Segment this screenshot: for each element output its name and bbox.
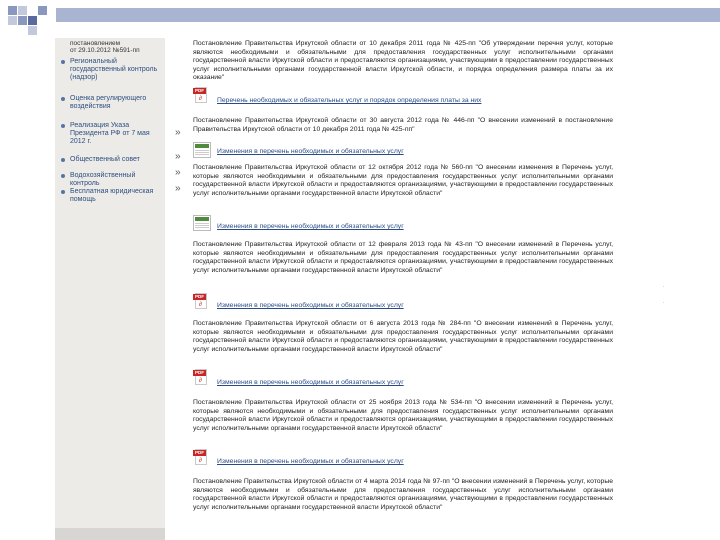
chevron-right-icon[interactable]: » <box>175 151 181 162</box>
square-decor <box>18 6 27 15</box>
document-description: Постановление Правительства Иркутской области от 10 декабря 2011 года № 425-пп "Об утверждении перечня услуг, которые являются необходимыми и обязательными для предоставления государственных услуг исполнительными органами государственной власти Иркутской области и предоставляются организациями, участвующими в предоставлении государственных услуг исполнительными органами государственной власти Иркутской области, и порядка определения размера платы за их оказание" <box>193 40 613 82</box>
sidebar-item-label: Водохозяйственный контроль <box>70 172 136 187</box>
document-description: Постановление Правительства Иркутской области от 30 августа 2012 года № 446-пп "О внесении изменений в постановление Правительства Иркутской области от 10 декабря 2011 года № 425-пп" <box>193 117 613 133</box>
sidebar-item-label: Реализация Указа Президента РФ от 7 мая 2012 г. <box>70 122 150 145</box>
bullet-icon <box>61 124 65 128</box>
document-link[interactable]: Изменения в перечень необходимых и обязательных услуг <box>217 458 404 465</box>
square-decor <box>18 16 27 25</box>
document-description: Постановление Правительства Иркутской области от 12 февраля 2013 года № 43-пп "О внесении изменений в Перечень услуг, которые являются необходимыми и обязательными для предоставления государственных услуг исполнительными органами государственной власти Иркутской области и предоставляются организациями, участвующими в предоставлении государственных услуг исполнительными органами государственной власти Иркутской области" <box>193 241 613 274</box>
document-link[interactable]: Изменения в перечень необходимых и обязательных услуг <box>217 302 404 309</box>
sidebar-item-label: Региональный государственный контроль (надзор) <box>70 58 158 81</box>
chevron-right-icon[interactable]: » <box>175 167 181 178</box>
document-description: Постановление Правительства Иркутской области от 4 марта 2014 года № 97-пп "О внесении изменений в Перечень услуг, которые являются необходимыми и обязательными для предоставления государственных услуг исполнительными органами государственной власти Иркутской области и предоставляются организациями, участвующими в предоставлении государственных услуг исполнительными органами государственной власти Иркутской области" <box>193 478 613 511</box>
document-link[interactable]: Изменения в перечень необходимых и обязательных услуг <box>217 223 404 230</box>
bullet-icon <box>61 174 65 178</box>
sidebar-text-line: от 29.10.2012 №591-пп <box>70 47 140 54</box>
document-icon[interactable] <box>193 142 211 158</box>
sidebar-footer <box>55 528 165 540</box>
sidebar-item-decree[interactable] <box>70 122 162 146</box>
chevron-right-icon[interactable]: » <box>175 183 181 194</box>
bullet-icon <box>61 158 65 162</box>
square-decor <box>8 16 17 25</box>
sidebar-item-label: Бесплатная юридическая помощь <box>70 188 154 203</box>
square-decor <box>8 6 17 15</box>
sidebar-item-label: Оценка регулирующего воздействия <box>70 95 147 110</box>
bullet-icon <box>61 190 65 194</box>
sidebar-item-council[interactable] <box>70 156 162 164</box>
pdf-icon[interactable]: PDF ∂ <box>193 368 209 386</box>
sidebar-text-line: постановлением <box>70 40 121 47</box>
pdf-icon[interactable]: PDF ∂ <box>193 292 209 310</box>
square-decor <box>28 26 37 35</box>
sidebar <box>55 38 165 540</box>
title-bar <box>56 8 720 22</box>
pdf-icon[interactable]: PDF ∂ <box>193 448 209 466</box>
chevron-right-icon[interactable]: » <box>175 127 181 138</box>
document-description: Постановление Правительства Иркутской области от 12 октября 2012 года № 560-пп "О внесении изменения в Перечень услуг, которые являются необходимыми и обязательными для предоставления государственных услуг исполнительными органами государственной власти Иркутской области и предоставляются организациями, участвующими в предоставлении государственных услуг исполнительными органами государственной власти Иркутской области" <box>193 164 613 197</box>
bullet-icon <box>61 97 65 101</box>
documents-list <box>193 38 613 540</box>
bullet-icon <box>61 60 65 64</box>
sidebar-item-control[interactable] <box>70 58 162 82</box>
sidebar-item-regulatory[interactable] <box>70 95 162 111</box>
document-link[interactable]: Перечень необходимых и обязательных услуг и порядок определения платы за них <box>217 97 482 104</box>
document-icon[interactable] <box>193 215 211 231</box>
square-decor <box>28 16 37 25</box>
document-description: Постановление Правительства Иркутской области от 25 ноября 2013 года № 534-пп "О внесении изменений в Перечень услуг, которые являются необходимыми и обязательными для предоставления государственных услуг исполнительными органами государственной власти Иркутской области и предоставляются организациями, участвующими в предоставлении государственных услуг исполнительными органами государственной власти Иркутской области" <box>193 399 613 432</box>
document-link[interactable]: Изменения в перечень необходимых и обязательных услуг <box>217 379 404 386</box>
edge-mark: · <box>662 282 665 291</box>
edge-mark: · <box>662 298 665 307</box>
sidebar-top-text <box>70 40 140 54</box>
sidebar-item-water[interactable] <box>70 172 162 188</box>
webpage-screenshot <box>55 38 653 540</box>
document-link[interactable]: Изменения в перечень необходимых и обязательных услуг <box>217 148 404 155</box>
square-decor <box>38 6 47 15</box>
document-description: Постановление Правительства Иркутской области от 6 августа 2013 года № 284-пп "О внесении изменений в Перечень услуг, которые являются необходимыми и обязательными для предоставления государственных услуг исполнительными органами государственной власти Иркутской области и предоставляются организациями, участвующими в предоставлении государственных услуг исполнительными органами государственной власти Иркутской области" <box>193 320 613 353</box>
pdf-icon[interactable]: PDF ∂ <box>193 86 209 104</box>
sidebar-item-legal-aid[interactable] <box>70 188 162 204</box>
sidebar-item-label: Общественный совет <box>70 156 140 163</box>
